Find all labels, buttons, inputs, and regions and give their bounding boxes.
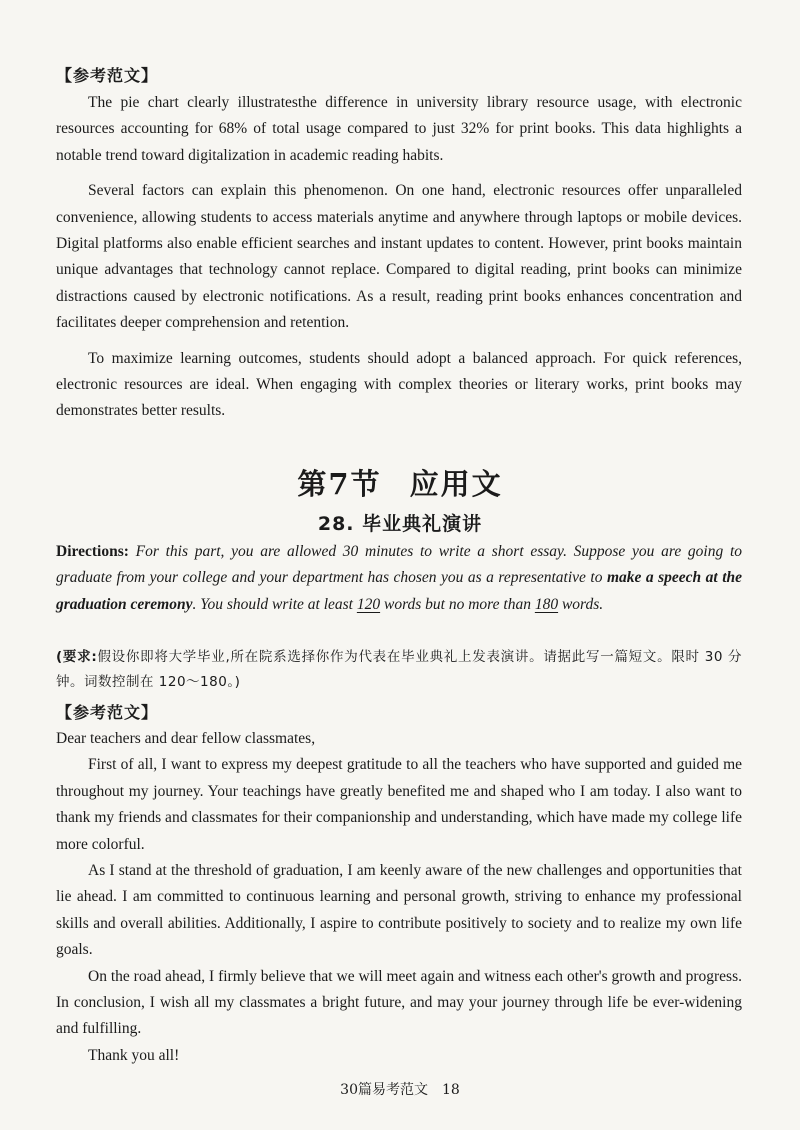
directions-text: words but no more than [380,595,535,613]
reference-essay-marker: 【参考范文】 [56,66,159,85]
reference-essay-marker: 【参考范文】 [56,703,159,722]
book-title: 30篇易考范文 [340,1082,428,1098]
directions [56,539,742,618]
chinese-requirement [56,645,742,695]
directions-bold-phrase: make a speech at the graduation ceremony [56,569,743,613]
essay-1-paragraph: The pie chart clearly illustratesthe difference in university library resource usage, with electronic resources accounting for 68% of total usage compared to just 32% for print books. This data highlights a notable trend toward digitalization in academic reading habits. [56,94,742,164]
essay-title: 28. 毕业典礼演讲 [317,513,483,535]
directions-text: words. [558,595,604,613]
page-number: 18 [442,1082,460,1098]
salutation: Dear teachers and dear fellow classmates, [56,730,316,747]
requirement-text: 假设你即将大学毕业,所在院系选择你作为代表在毕业典礼上发表演讲。请据此写一篇短文。限时 30 分钟。词数控制在 120～180。) [56,649,742,690]
section-number: 第7节 [297,467,382,501]
essay-1-paragraph: To maximize learning outcomes, students should adopt a balanced approach. For quick references, electronic resources are ideal. When engaging with complex theories or literary works, print books may demonstrates better results. [56,349,742,420]
directions-label: Directions: [56,543,129,560]
essay-2-paragraph: On the road ahead, I firmly believe that we will meet again and witness each other's growth and progress. In conclusion, I wish all my classmates a bright future, and may your journey through life be ever-widening and fulfilling. [56,967,742,1038]
essay-1 [56,64,742,425]
essay-1-paragraph: Several factors can explain this phenomenon. On one hand, electronic resources offer unparalleled convenience, allowing students to access materials anytime and anywhere through laptops or mobile devices. Digital platforms also enable efficient searches and instant updates to content. However, print books maintain unique advantages that technology cannot replace. Compared to digital reading, print books can minimize distractions caused by electronic notifications. As a result, reading print books enhances concentration and facilitates deeper comprehension and retention. [56,182,742,332]
directions-text: For this part, you are allowed 30 minutes to write a short essay. Suppose you are going to graduate from your college and your department has chosen you as a representative to [56,543,742,587]
closing: Thank you all! [88,1046,180,1064]
essay-2-paragraph: As I stand at the threshold of graduation, I am keenly aware of the new challenges and opportunities that lie ahead. I am committed to continuous learning and personal growth, striving to enhance my professional skills and overall abilities. Additionally, I aspire to contribute positively to society and to realize my own life goals. [56,862,742,959]
page-footer [0,1080,800,1100]
requirement-label: (要求: [56,649,98,665]
max-word-count: 180 [534,595,559,613]
min-word-count: 120 [356,595,381,613]
essay-2-paragraph: First of all, I want to express my deepest gratitude to all the teachers who have supported and guided me throughout my journey. Your teachings have greatly benefited me and shaped who I am today. I also want to thank my friends and classmates for their companionship and understanding, which have made my college life more colorful. [56,756,742,853]
section-name: 应用文 [409,467,503,501]
section-heading [0,464,800,504]
directions-text: . You should write at least [192,595,357,613]
essay-2 [56,701,742,1069]
